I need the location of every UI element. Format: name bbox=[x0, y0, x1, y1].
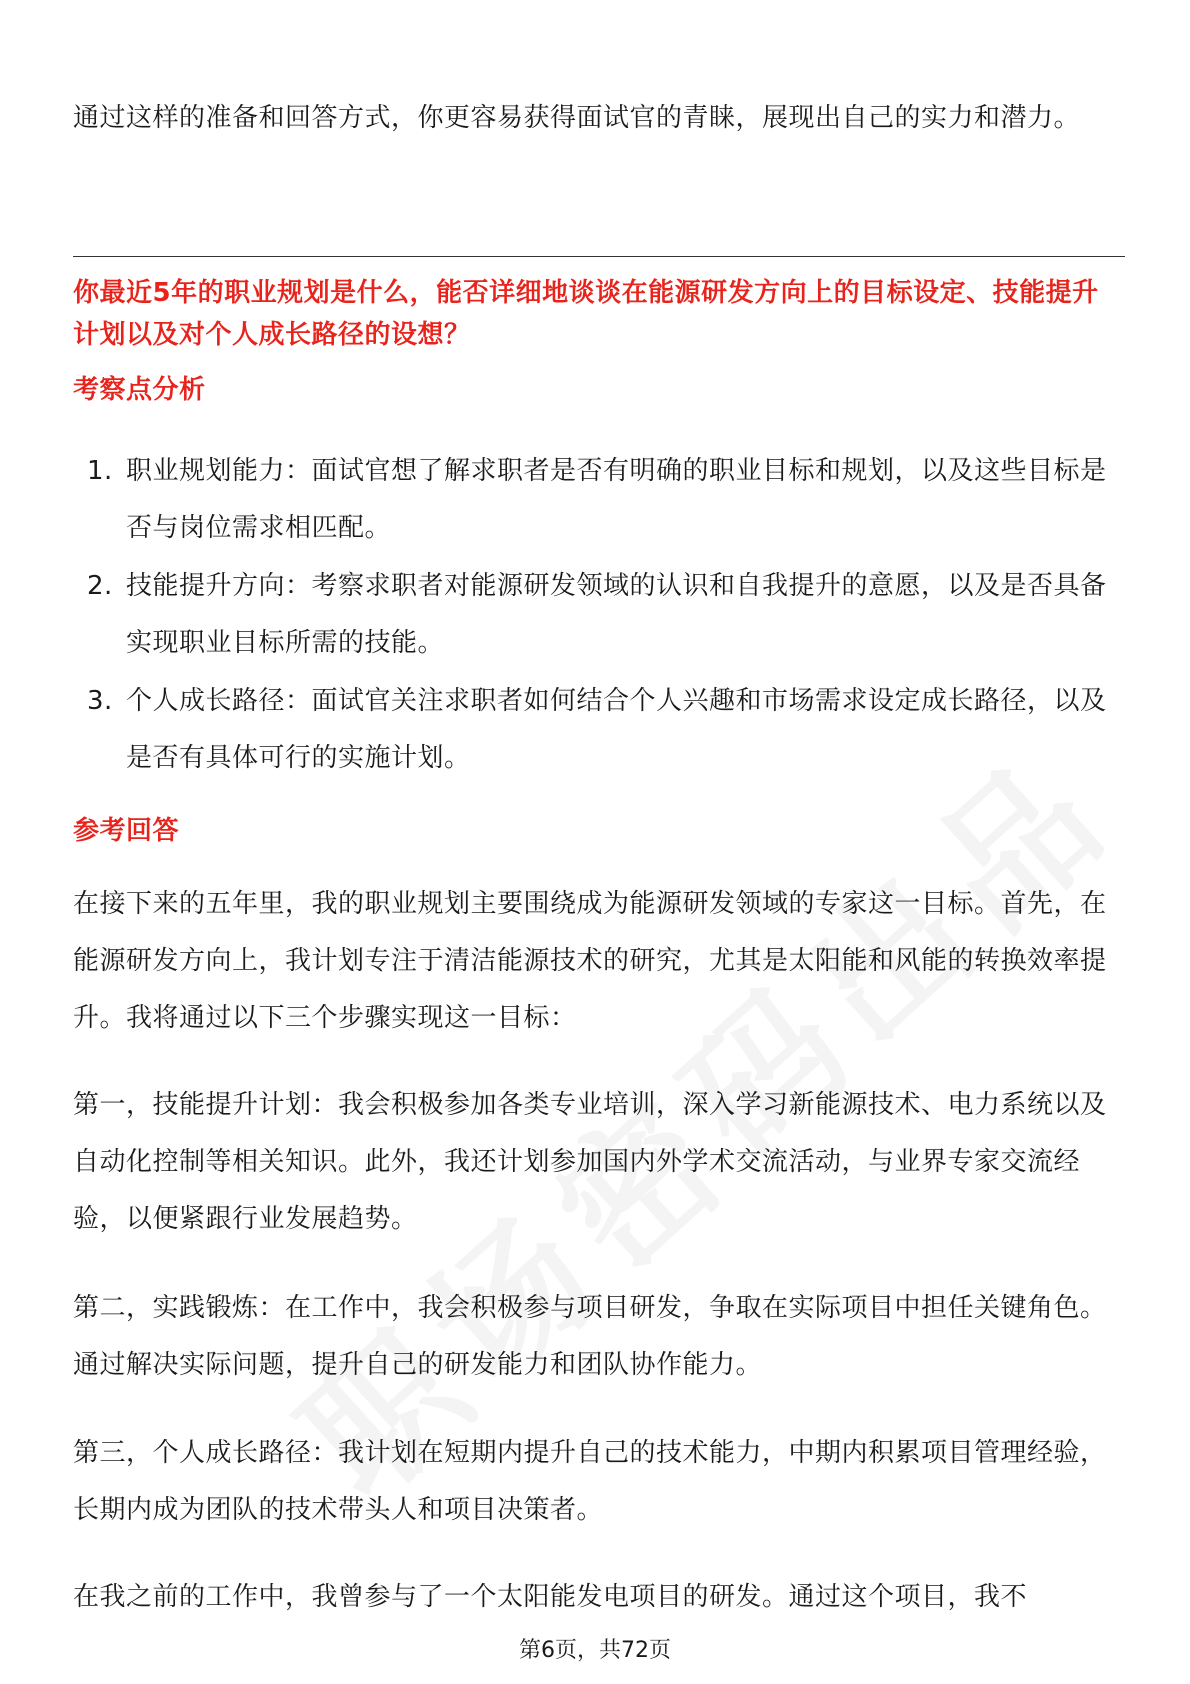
intro-paragraph: 通过这样的准备和回答方式，你更容易获得面试官的青睐，展现出自己的实力和潜力。 bbox=[73, 103, 1081, 133]
interview-question: 你最近5年的职业规划是什么，能否详细地谈谈在能源研发方向上的目标设定、技能提升计划以及对个人成长路径的设想？ bbox=[73, 278, 1099, 350]
list-item bbox=[73, 673, 1125, 787]
answer-paragraph: 第二，实践锻炼：在工作中，我会积极参与项目研发，争取在实际项目中担任关键角色。通过解决实际问题，提升自己的研发能力和团队协作能力。 bbox=[73, 1293, 1107, 1380]
answer-paragraph: 在接下来的五年里，我的职业规划主要围绕成为能源研发领域的专家这一目标。首先，在能源研发方向上，我计划专注于清洁能源技术的研究，尤其是太阳能和风能的转换效率提升。我将通过以下三个步骤实现这一目标： bbox=[73, 889, 1107, 1033]
analysis-heading: 考察点分析 bbox=[73, 375, 206, 405]
list-item-text: 技能提升方向：考察求职者对能源研发领域的认识和自我提升的意愿，以及是否具备实现职业目标所需的技能。 bbox=[126, 571, 1107, 658]
list-number: 2. bbox=[87, 571, 113, 601]
list-number: 3. bbox=[87, 686, 113, 716]
answer-paragraph: 在我之前的工作中，我曾参与了一个太阳能发电项目的研发。通过这个项目，我不 bbox=[73, 1582, 1028, 1612]
list-item bbox=[73, 558, 1125, 672]
analysis-list bbox=[73, 443, 1125, 788]
list-item-text: 个人成长路径：面试官关注求职者如何结合个人兴趣和市场需求设定成长路径，以及是否有具体可行的实施计划。 bbox=[126, 686, 1107, 773]
answer-paragraph: 第一，技能提升计划：我会积极参加各类专业培训，深入学习新能源技术、电力系统以及自动化控制等相关知识。此外，我还计划参加国内外学术交流活动，与业界专家交流经验，以便紧跟行业发展趋势。 bbox=[73, 1090, 1107, 1234]
list-item-text: 职业规划能力：面试官想了解求职者是否有明确的职业目标和规划，以及这些目标是否与岗位需求相匹配。 bbox=[126, 456, 1107, 543]
page-number: 第6页，共72页 bbox=[519, 1638, 671, 1663]
answer-paragraph: 第三，个人成长路径：我计划在短期内提升自己的技术能力，中期内积累项目管理经验，长期内成为团队的技术带头人和项目决策者。 bbox=[73, 1438, 1107, 1525]
section-divider bbox=[73, 256, 1125, 257]
answer-heading: 参考回答 bbox=[73, 816, 180, 846]
list-item bbox=[73, 443, 1125, 557]
list-number: 1. bbox=[87, 456, 113, 486]
